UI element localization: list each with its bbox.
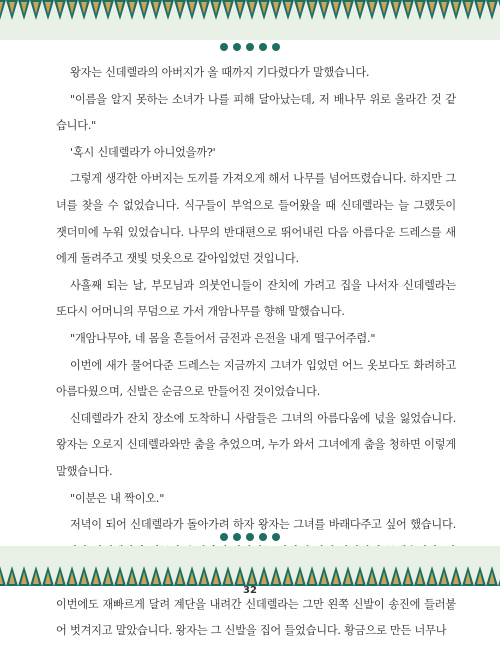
- dot-ornament: [233, 43, 241, 51]
- paragraph: "개암나무야, 네 몸을 흔들어서 금전과 은전을 내게 떨구어주렴.": [70, 331, 376, 345]
- dot-ornament: [272, 533, 280, 541]
- dot-ornament: [259, 533, 267, 541]
- dot-ornament: [259, 43, 267, 51]
- dot-ornament: [220, 533, 228, 541]
- paragraph: "이름을 알지 못하는 소녀가 나를 피해 달아났는데, 저 배나무 위로 올라간 것 같습니다.": [56, 92, 456, 133]
- paragraph: 왕자는 신데렐라의 아버지가 올 때까지 기다렸다가 말했습니다.: [70, 66, 370, 79]
- paragraph: "이분은 내 짝이오.": [70, 491, 165, 505]
- dot-ornament: [246, 533, 254, 541]
- dot-ornament: [246, 43, 254, 51]
- top-decorative-border: [0, 0, 500, 40]
- top-dot-ornament: [0, 40, 500, 54]
- dot-ornament: [220, 43, 228, 51]
- paragraph: '혹시 신데렐라가 아니었을까?': [70, 145, 216, 159]
- paragraph: 그렇게 생각한 아버지는 도끼를 가져오게 해서 나무를 넘어뜨렸습니다. 하지만 그녀를 찾을 수 없었습니다. 식구들이 부엌으로 들어왔을 때 신데렐라는 늘 그랬듯이 잿더미에 누워 있었습니다. 나무의 반대편으로 뛰어내린 다음 아름다운 드레스를 새에게 돌려주고 잿빛 덧옷으로 갈아입었던 것입니다.: [56, 172, 456, 266]
- paragraph: 사흘째 되는 날, 부모님과 의붓언니들이 잔치에 가려고 집을 나서자 신데렐라는 또다시 어머니의 무덤으로 가서 개암나무를 향해 말했습니다.: [56, 278, 456, 319]
- dot-ornament: [272, 43, 280, 51]
- bottom-dot-ornament: [0, 530, 500, 544]
- paragraph: 이번에 새가 물어다준 드레스는 지금까지 그녀가 입었던 어느 옷보다도 화려하고 아름다웠으며, 신발은 순금으로 만들어진 것이었습니다.: [56, 358, 456, 399]
- paragraph: 저녁이 되어 신데렐라가 돌아가려 하자 왕자는 그녀를 바래다주고 싶어 했습니다. 이번에도 재빠르게 달려 계단을 내려간 신데렐라는 그만 왼쪽 신발이 송진에 들러붙어 벗겨지고 말았습니다. 왕자는 그 신발을 집어 들었습니다. 황금으로 만든 너무나: [56, 518, 456, 638]
- page-number: 32: [243, 585, 257, 596]
- dot-ornament: [233, 533, 241, 541]
- paragraph: 신데렐라가 잔치 장소에 도착하니 사람들은 그녀의 아름다움에 넋을 잃었습니다. 왕자는 오로지 신데렐라와만 춤을 추었으며, 누가 와서 그녀에게 춤을 청하면 이렇게 말했습니다.: [56, 411, 456, 478]
- bottom-decorative-border: [0, 546, 500, 586]
